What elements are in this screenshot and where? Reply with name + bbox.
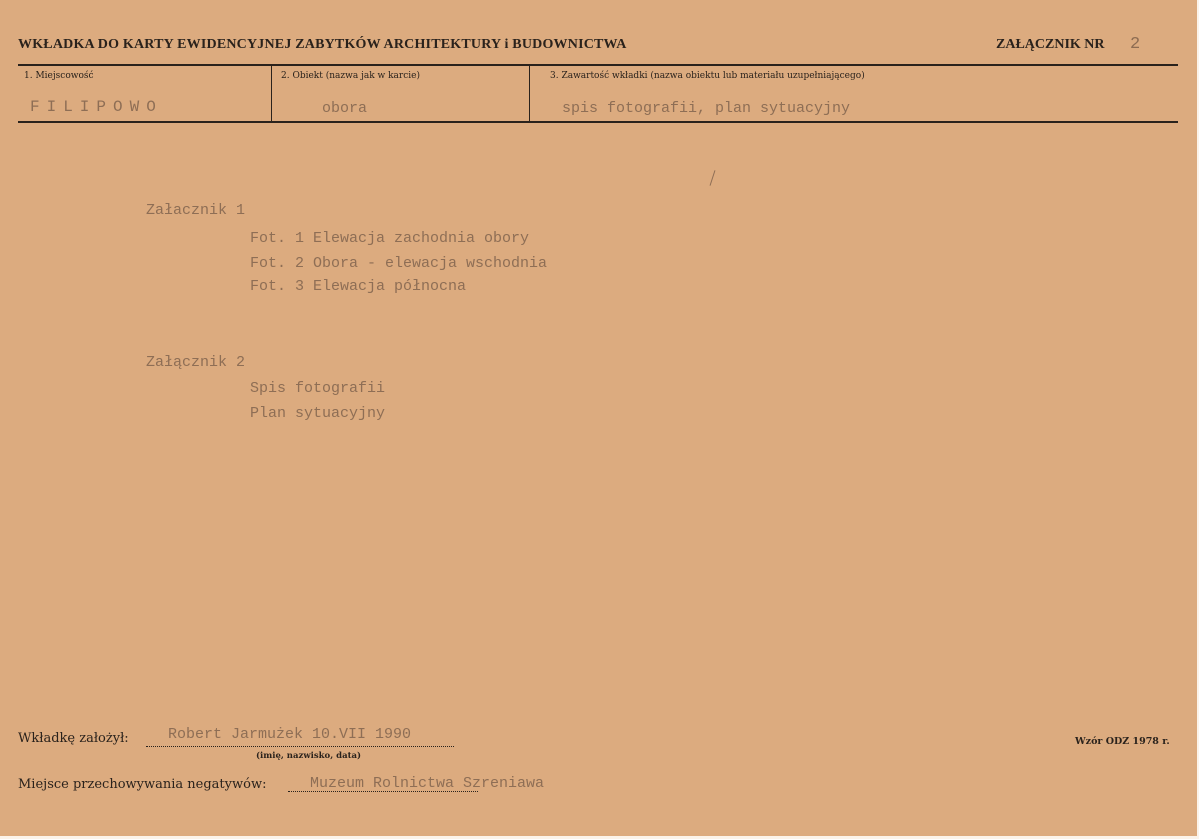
object-value: obora bbox=[322, 100, 368, 117]
annex2-item: Spis fotografii bbox=[250, 380, 386, 397]
annex1-item: Fot. 3 Elewacja północna bbox=[250, 278, 467, 295]
object-label: 2. Obiekt (nazwa jak w karcie) bbox=[281, 71, 420, 81]
annex1-heading: Załacznik 1 bbox=[146, 202, 246, 219]
negatives-value: Muzeum Rolnictwa Szreniawa bbox=[310, 775, 545, 792]
negatives-label: Miejsce przechowywania negatywów: bbox=[18, 777, 267, 792]
annex1-item: Fot. 2 Obora - elewacja wschodnia bbox=[250, 255, 548, 272]
form-code: Wzór ODZ 1978 r. bbox=[1075, 736, 1170, 747]
content-label: 3. Zawartość wkładki (nazwa obiektu lub materiału uzupełniającego) bbox=[550, 71, 865, 81]
created-by-hint: (imię, nazwisko, data) bbox=[256, 751, 362, 761]
fields-bottom-rule bbox=[18, 121, 1178, 123]
stray-mark bbox=[710, 170, 716, 186]
place-label: 1. Miejscowość bbox=[24, 71, 94, 81]
annex2-heading: Załącznik 2 bbox=[146, 354, 246, 371]
created-by-value: Robert Jarmużek 10.VII 1990 bbox=[168, 726, 412, 743]
column-divider-2 bbox=[529, 65, 530, 121]
annex-number: 2 bbox=[1130, 35, 1141, 54]
place-value: FILIPOWO bbox=[30, 98, 163, 116]
form-title: WKŁADKA DO KARTY EWIDENCYJNEJ ZABYTKÓW ARCHITEKTURY i BUDOWNICTWA bbox=[18, 37, 627, 52]
annex2-item: Plan sytuacyjny bbox=[250, 405, 386, 422]
annex1-item: Fot. 1 Elewacja zachodnia obory bbox=[250, 230, 530, 247]
column-divider-1 bbox=[271, 65, 272, 121]
content-value: spis fotografii, plan sytuacyjny bbox=[562, 100, 851, 117]
annex-label: ZAŁĄCZNIK NR bbox=[996, 37, 1105, 52]
created-by-label: Wkładkę założył: bbox=[18, 731, 129, 746]
header-rule bbox=[18, 64, 1178, 66]
created-by-dotted-line bbox=[146, 746, 454, 747]
